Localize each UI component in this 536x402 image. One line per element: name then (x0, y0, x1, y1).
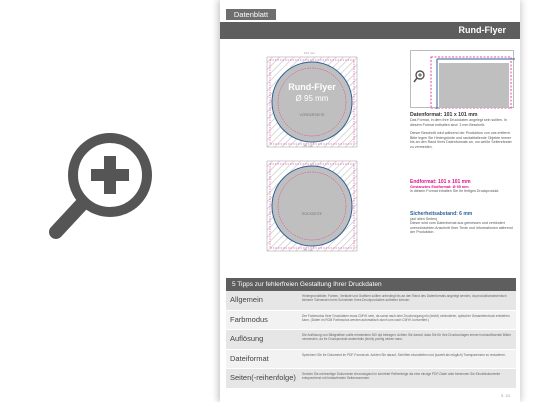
tip-text: Hintergrundbilder, Farben, Verläufe und Grafiken sollten unbedingt bis an den Rand des Datenformats angelegt werden, da produktionstechnisch kleinere Toleranzen beim Schneiden Ihres Druckproduktes auftreten können. (302, 294, 507, 302)
zoom-in-icon[interactable] (44, 128, 156, 264)
document-tag: Datenblatt (226, 9, 276, 20)
back-dim-bottom: 95 mm (304, 248, 314, 252)
tip-text: Speichern Sie Ihr Dokument im PDF-Format ab. Achten Sie darauf, Schriften einzubetten und (soweit als möglich) Transparenzen zu reduzieren. (302, 352, 506, 357)
page-title: Rund-Flyer (458, 25, 506, 35)
safety-title: Sicherheitsabstand: 6 mm (410, 211, 473, 217)
tip-label: Farbmodus (230, 314, 268, 324)
table-row (226, 369, 516, 389)
tip-text: Der Farbmodus Ihrer Druckdaten muss CMYK sein, da sonst nach dem Druckvorgang ein (leicht) veränderter, optischer Gesamteindruck entstehen kann. (Daten im RGB Farbmodus werden automatisch durch uns nach CMYK konvertiert.) (302, 313, 510, 322)
final-title: Endformat: 101 x 101 mm (410, 179, 471, 185)
safety-sub: (auf allen Seiten) (410, 216, 438, 221)
format-info (410, 112, 514, 150)
front-dim-bottom: 95 mm (304, 144, 314, 148)
table-row (226, 350, 516, 370)
front-dim-top: 101 mm (304, 51, 315, 55)
datasheet-page (220, 0, 520, 402)
title-bar (220, 22, 520, 39)
tips-heading: 5 Tipps zur fehlerfreien Gestaltung Ihrer Druckdaten (226, 278, 516, 291)
final-format-info (410, 180, 514, 194)
format-title: Datenformat: 101 x 101 mm (410, 112, 478, 118)
corner-detail-box (410, 50, 514, 108)
front-side-figure (266, 51, 358, 148)
note-text: Dieser Beschnitt wird während der Produktion von uns entfernt. Bitte legen Sie Hintergründe und randabfallende Objekte immer bis an den Rand Ihres Datenformats an, um weiße Seitenränder zu vermeiden. (410, 131, 512, 149)
final-sub: Gestanztes Endformat: Ø 95 mm (410, 184, 469, 189)
front-side-label: VORDERSEITE (299, 113, 325, 117)
table-row (226, 291, 516, 311)
tip-label: Seiten(-reihenfolge) (230, 373, 296, 382)
front-size: Ø 95 mm (295, 94, 329, 103)
table-row (226, 311, 516, 331)
tip-text: Senden Sie mehrseitige Dokumente chronologisch in korrekter Reihenfolge als eine einzige PDF-Datei oder benennen Sie Einzeldokumente entsprechend mit fortlaufenden Seitennummern. (302, 372, 501, 380)
tips-rows (226, 291, 516, 389)
final-text: in diesem Format erhalten Sie Ihr fertiges Druckprodukt. (410, 189, 500, 194)
format-text: Das Format, in dem Ihre Druckdaten angelegt sein sollten. In diesem Format enthalten sind: 3 mm Beschnitt. (410, 118, 507, 127)
table-row (226, 330, 516, 350)
info-column (410, 50, 514, 260)
tip-text: Die Auflösung von Bildgrafiken sollte mindestens 300 dpi betragen. Achten Sie darauf, dass Sie für Ihre Druckvorlagen immer hochauflösende Bilder verwenden, da Ihr Druckprodukt andernfalls (leicht) pixelig wirken kann. (302, 333, 512, 341)
tip-label: Auflösung (230, 334, 264, 343)
back-side-label: RÜCKSEITE (301, 212, 323, 216)
safety-info (410, 212, 514, 235)
tips-table (226, 278, 516, 389)
back-side-figure (266, 160, 358, 252)
tip-label: Allgemein (230, 295, 263, 304)
safety-text: Dieser wird vom Datenformat aus gemessen und verhindert unerwünschten Anschnitt Ihrer Texte und Informationen während der Produktion. (410, 221, 513, 235)
front-heading: Rund-Flyer (288, 82, 336, 92)
page-number: S. 1/3 (500, 394, 510, 398)
tip-label: Dateiformat (230, 353, 269, 363)
